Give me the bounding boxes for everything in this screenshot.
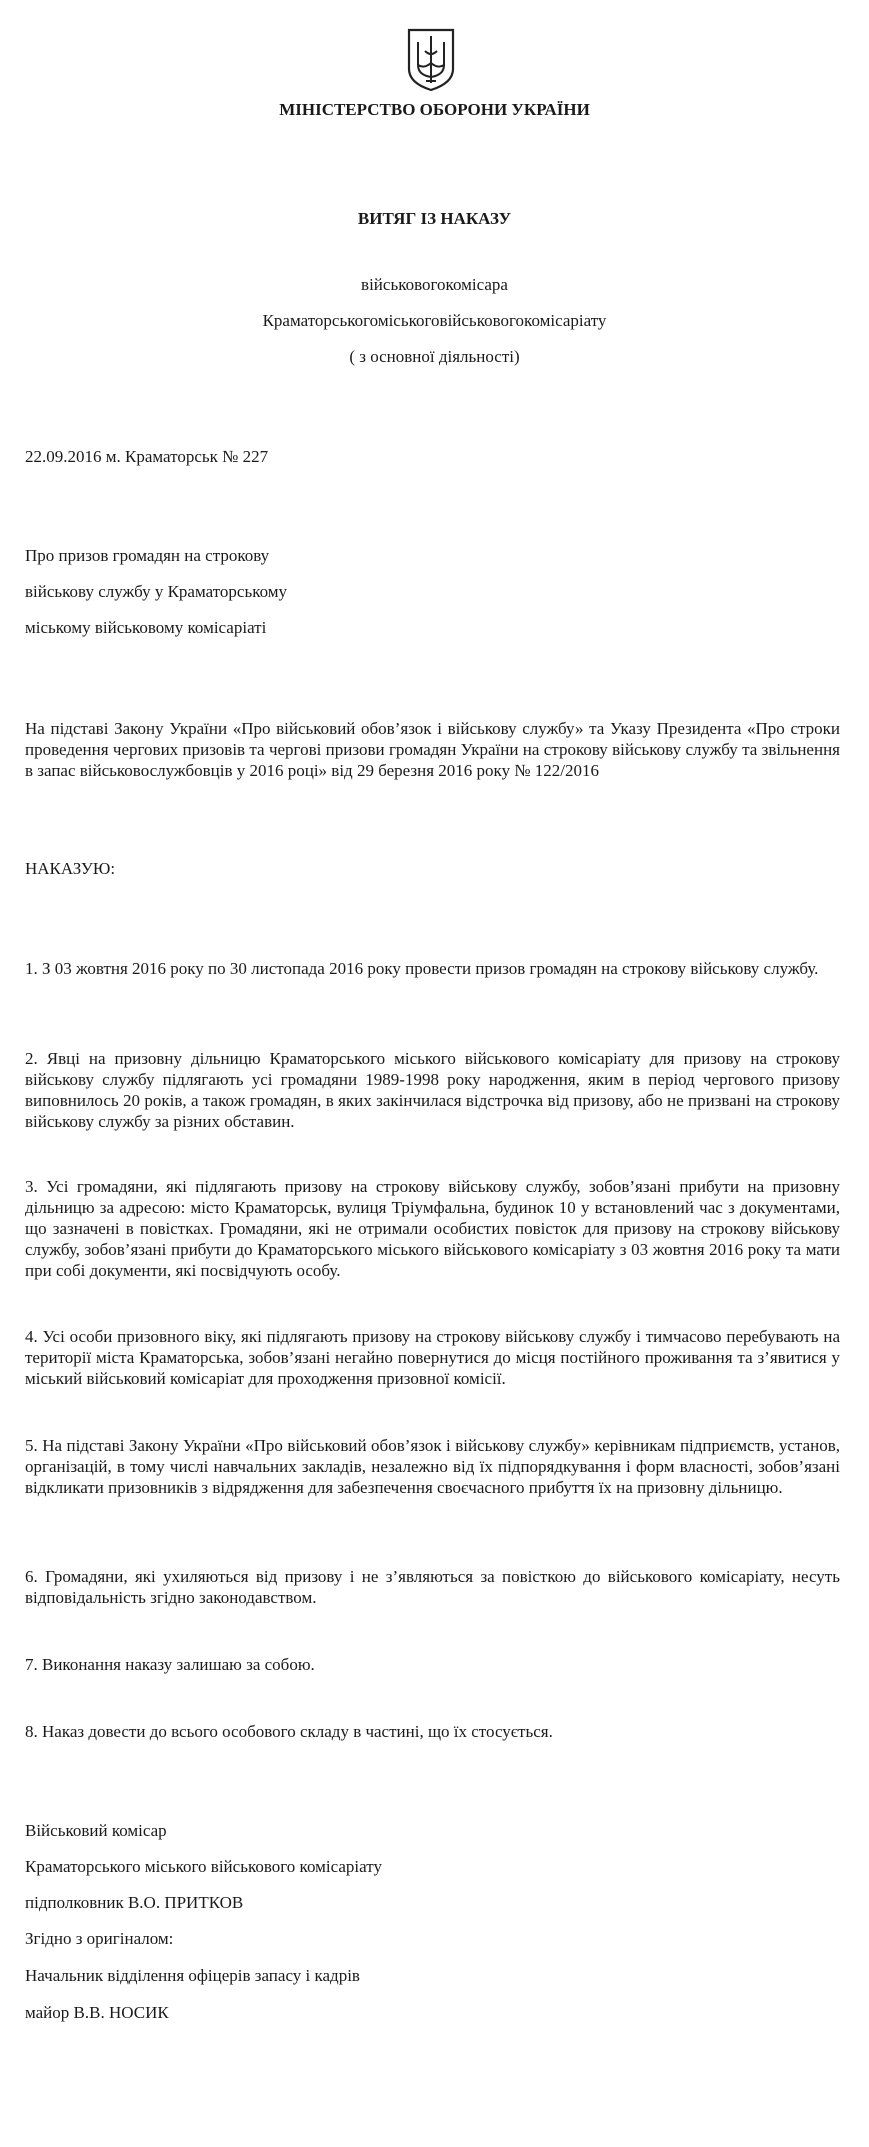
date-line: 22.09.2016 м. Краматорськ № 227 [25, 447, 269, 466]
issuer-line: Краматорськогоміськоговійськовогокомісаріату [262, 311, 607, 330]
order-item: 8. Наказ довести до всього особового складу в частині, що їх стосується. [25, 1722, 553, 1741]
document-title: ВИТЯГ ІЗ НАКАЗУ [357, 209, 512, 228]
subject-line: Про призов громадян на строкову [25, 546, 270, 565]
basis-paragraph: На підставі Закону України «Про військовий обов’язок і військову службу» та Указу Президента «Про строки проведення чергових призовів та чергові призови громадян України на строкову військову службу та звільнення в запас військовослужбовців у 2016 році» від 29 березня 2016 року № 122/2016 [25, 719, 840, 780]
order-item: 3. Усі громадяни, які підлягають призову на строкову військову службу, зобов’язані прибути на призовну дільницю за адресою: місто Краматорськ, вулиця Тріумфальна, будинок 10 у встановлений час з документами, що зазначені в повістках. Громадяни, які не отримали особистих повісток для призову на строкову військову службу, зобов’язані прибути до Краматорського міського військового комісаріату з 03 жовтня 2016 року та мати при собі документи, які посвідчують особу. [25, 1177, 840, 1280]
coat-of-arms-icon [406, 27, 456, 93]
signature-line: майор В.В. НОСИК [25, 2003, 169, 2022]
order-item: 4. Усі особи призовного віку, які підлягають призову на строкову військову службу і тимчасово перебувають на території міста Краматорська, зобов’язані негайно повернутися до місця постійного проживання та з’явитися у міський військовий комісаріат для проходження призовної комісії. [25, 1327, 840, 1388]
order-item: 5. На підставі Закону України «Про військовий обов’язок і військову службу» керівникам підприємств, установ, організацій, в тому числі навчальних закладів, незалежно від їх підпорядкування і форм власності, зобов’язані відкликати призовників з відрядження для забезпечення своєчасного прибуття їх на призовну дільницю. [25, 1436, 840, 1497]
order-item: 6. Громадяни, які ухиляються від призову і не з’являються за повісткою до військового комісаріату, несуть відповідальність згідно законодавством. [25, 1567, 840, 1607]
signature-line: Начальник відділення офіцерів запасу і кадрів [25, 1966, 360, 1985]
order-item: 1. З 03 жовтня 2016 року по 30 листопада 2016 року провести призов громадян на строкову військову службу. [25, 959, 819, 978]
order-word: НАКАЗУЮ: [25, 859, 116, 878]
order-item: 7. Виконання наказу залишаю за собою. [25, 1655, 315, 1674]
issuer-line: ( з основної діяльності) [349, 347, 520, 366]
issuer-line: військовогокомісара [361, 275, 508, 294]
signature-line: Військовий комісар [25, 1821, 167, 1840]
signature-line: Згідно з оригіналом: [25, 1929, 174, 1948]
signature-line: Краматорського міського військового комісаріату [25, 1857, 382, 1876]
signature-line: підполковник В.О. ПРИТКОВ [25, 1893, 244, 1912]
subject-line: міському військовому комісаріаті [25, 618, 267, 637]
subject-line: військову службу у Краматорському [25, 582, 288, 601]
ministry-title: МІНІСТЕРСТВО ОБОРОНИ УКРАЇНИ [279, 100, 590, 119]
order-item: 2. Явці на призовну дільницю Краматорського міського військового комісаріату для призову на строкову військову службу підлягають усі громадяни 1989-1998 року народження, яким в період чергового призову виповнилось 20 років, а також громадян, в яких закінчилася відстрочка від призову, або не призвані на строкову військову службу за різних обставин. [25, 1049, 840, 1131]
